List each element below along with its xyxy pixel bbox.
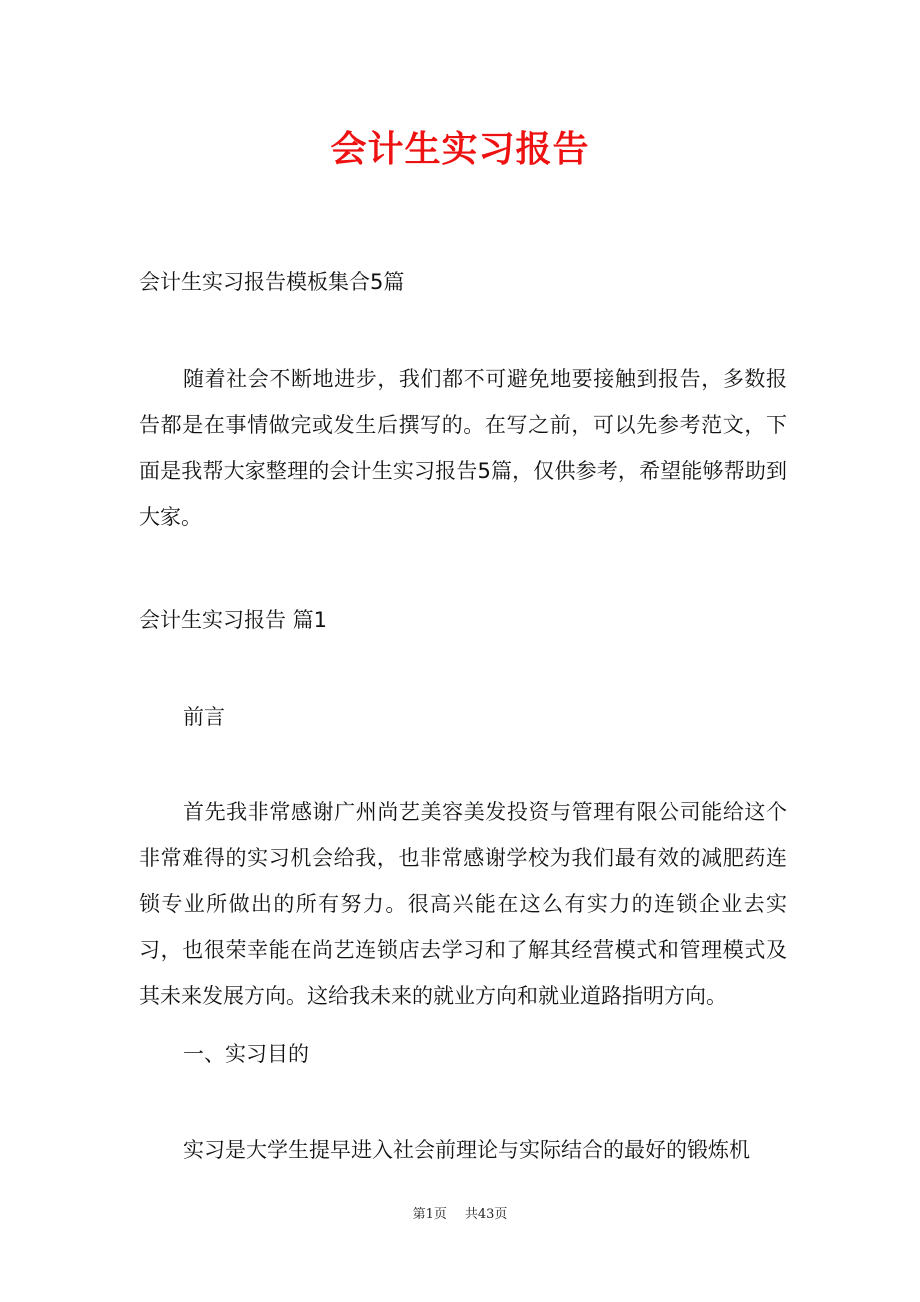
preface-heading: 前言 (183, 705, 225, 729)
intro-paragraph: 随着社会不断地进步，我们都不可避免地要接触到报告，多数报告都是在事情做完或发生后撰写的。在写之前，可以先参考范文，下面是我帮大家整理的会计生实习报告5篇，仅供参考，希望能够帮助到大家。 (139, 367, 787, 529)
page-number: 第1页 (412, 1207, 447, 1222)
document-subtitle: 会计生实习报告模板集合5篇 (139, 270, 405, 294)
preface-paragraph: 首先我非常感谢广州尚艺美容美发投资与管理有限公司能给这个非常难得的实习机会给我，也非常感谢学校为我们最有效的减肥药连锁专业所做出的所有努力。很高兴能在这么有实力的连锁企业去实习，也很荣幸能在尚艺连锁店去学习和了解其经营模式和管理模式及其未来发展方向。这给我未来的就业方向和就业道路指明方向。 (139, 800, 787, 1008)
total-pages: 共43页 (464, 1207, 508, 1222)
page-footer (0, 1204, 920, 1226)
section-heading: 会计生实习报告 篇1 (139, 608, 328, 632)
purpose-heading: 一、实习目的 (183, 1042, 309, 1066)
document-title: 会计生实习报告 (330, 129, 590, 170)
purpose-paragraph: 实习是大学生提早进入社会前理论与实际结合的最好的锻炼机 (183, 1138, 750, 1162)
